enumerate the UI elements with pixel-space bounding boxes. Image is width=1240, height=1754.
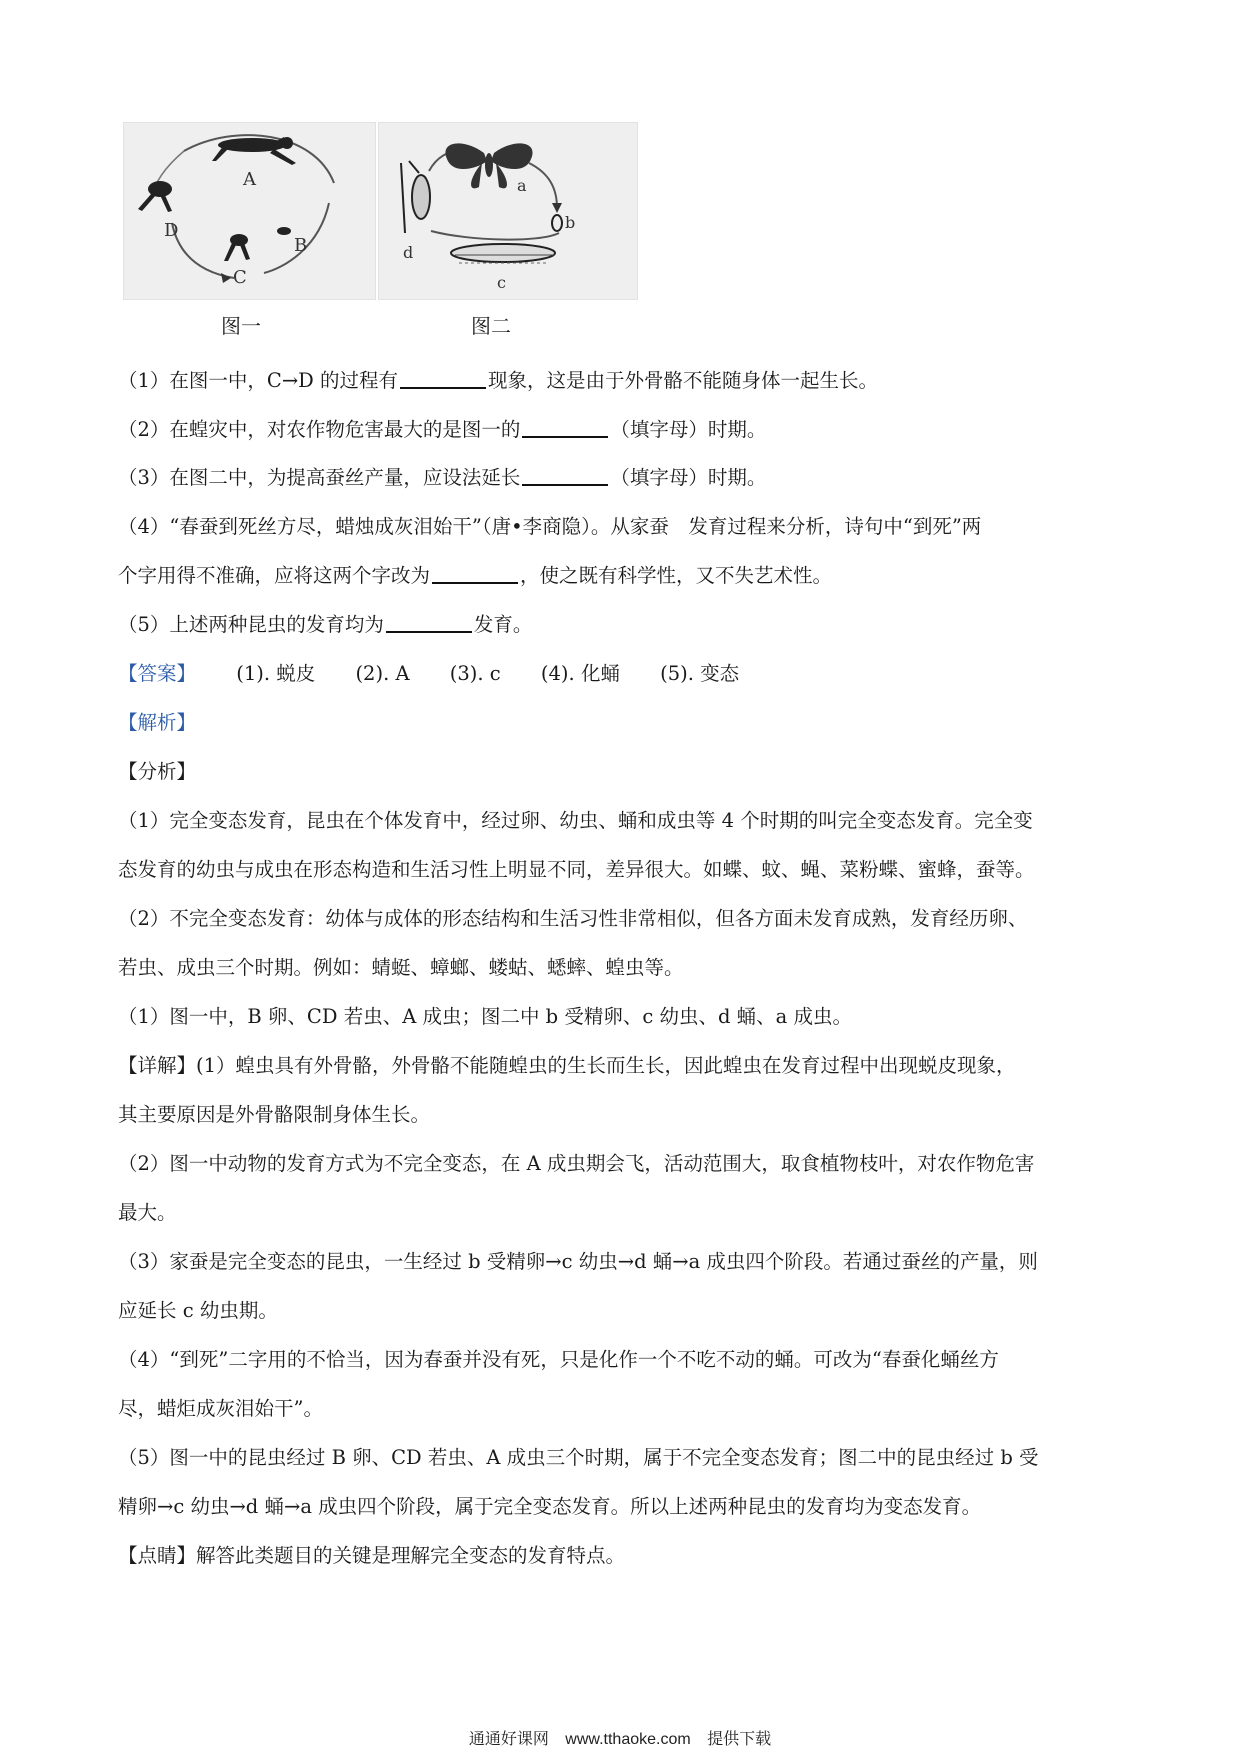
- answer-item: (4). 化蛹: [540, 662, 620, 685]
- figure-one-grasshopper: [123, 122, 376, 300]
- dianjing-line: 【点睛】解答此类题目的关键是理解完全变态的发育特点。: [118, 1544, 626, 1567]
- detail-line-1: 【详解】(1）蝗虫具有外骨骼，外骨骼不能随蝗虫的生长而生长，因此蝗虫在发育过程中出现蜕皮现象，: [118, 1054, 1016, 1077]
- answer-line: [118, 659, 1128, 689]
- question-4-line-1: （4）“春蚕到死丝方尽，蜡烛成灰泪始干”（唐•李商隐）。从家蚕 发育过程来分析，诗句中“到死”两: [118, 515, 982, 538]
- question-2: （2）在蝗灾中，对农作物危害最大的是图一的 （填字母）时期。: [118, 418, 767, 441]
- detail-line: 最大。: [118, 1201, 177, 1224]
- detail-line: 尽，蜡炬成灰泪始干”。: [118, 1397, 323, 1420]
- detail-line: （4）“到死”二字用的不恰当，因为春蚕并没有死，只是化作一个不吃不动的蛹。可改为“春蚕化蛹丝方: [118, 1348, 999, 1371]
- label-D: D: [164, 220, 179, 241]
- label-B: B: [294, 235, 308, 256]
- answer-item: (1). 蜕皮: [236, 662, 316, 685]
- question-5: （5）上述两种昆虫的发育均为 发育。: [118, 613, 533, 636]
- analysis-line: （2）不完全变态发育：幼体与成体的形态结构和生活习性非常相似，但各方面未发育成熟，发育经历卵、: [118, 907, 1028, 930]
- label-a: a: [517, 176, 527, 195]
- label-c: c: [497, 273, 506, 292]
- silkworm-lifecycle-diagram: [379, 123, 637, 299]
- question-4-line-2: 个字用得不准确，应将这两个字改为 ，使之既有科学性，又不失艺术性。: [118, 564, 833, 587]
- figure-one-caption: 图一: [221, 314, 261, 338]
- answer-tag: 【答案】: [118, 662, 197, 685]
- fenxi-tag: 【分析】: [118, 760, 197, 783]
- page-footer: [0, 1726, 1240, 1749]
- answer-item: (2). A: [355, 662, 410, 685]
- answer-item: (3). c: [449, 662, 501, 685]
- detail-line: （3）家蚕是完全变态的昆虫，一生经过 b 受精卵→c 幼虫→d 蛹→a 成虫四个阶段。若通过蚕丝的产量，则: [118, 1250, 1038, 1273]
- dianjing-tag: 【点睛】: [118, 1544, 197, 1567]
- footer-url[interactable]: www.tthaoke.com: [565, 1731, 691, 1748]
- analysis-line: （1）图一中，B 卵、CD 若虫、A 成虫；图二中 b 受精卵、c 幼虫、d 蛹、a 成虫。: [118, 1005, 852, 1028]
- answer-blank: [522, 416, 608, 438]
- detail-line: 精卵→c 幼虫→d 蛹→a 成虫四个阶段，属于完全变态发育。所以上述两种昆虫的发育均为变态发育。: [118, 1495, 982, 1518]
- footer-site: 通通好课网: [468, 1731, 549, 1748]
- label-b: b: [565, 213, 576, 232]
- analysis-line: 若虫、成虫三个时期。例如：蜻蜓、蟑螂、蝼蛄、蟋蟀、蝗虫等。: [118, 956, 684, 979]
- detail-line: （2）图一中动物的发育方式为不完全变态，在 A 成虫期会飞，活动范围大，取食植物枝叶，对农作物危害: [118, 1152, 1035, 1175]
- figure-two-silkworm: [378, 122, 638, 300]
- answer-blank: [400, 367, 486, 389]
- label-d: d: [403, 243, 414, 262]
- answer-blank: [432, 562, 518, 584]
- figure-two-caption: 图二: [471, 314, 511, 338]
- label-C: C: [233, 267, 247, 288]
- detail-line: 应延长 c 幼虫期。: [118, 1299, 278, 1322]
- analysis-line: （1）完全变态发育，昆虫在个体发育中，经过卵、幼虫、蛹和成虫等 4 个时期的叫完全变态发育。完全变: [118, 809, 1033, 832]
- question-1: （1）在图一中，C→D 的过程有 现象，这是由于外骨骼不能随身体一起生长。: [118, 369, 879, 392]
- question-3: （3）在图二中，为提高蚕丝产量，应设法延长 （填字母）时期。: [118, 466, 767, 489]
- grasshopper-lifecycle-diagram: [124, 123, 375, 299]
- answer-blank: [522, 464, 608, 486]
- answer-item: (5). 变态: [660, 662, 740, 685]
- analysis-tag: 【解析】: [118, 711, 197, 734]
- label-A: A: [243, 169, 256, 190]
- detail-line: 其主要原因是外骨骼限制身体生长。: [118, 1103, 431, 1126]
- detail-tag: 【详解】: [118, 1054, 197, 1077]
- detail-line: （5）图一中的昆虫经过 B 卵、CD 若虫、A 成虫三个时期，属于不完全变态发育；图二中的昆虫经过 b 受: [118, 1446, 1039, 1469]
- answer-blank: [386, 611, 472, 633]
- footer-action: 提供下载: [707, 1731, 772, 1748]
- analysis-line: 态发育的幼虫与成虫在形态构造和生活习性上明显不同，差异很大。如蝶、蚊、蝇、菜粉蝶、蜜蜂，蚕等。: [118, 858, 1035, 881]
